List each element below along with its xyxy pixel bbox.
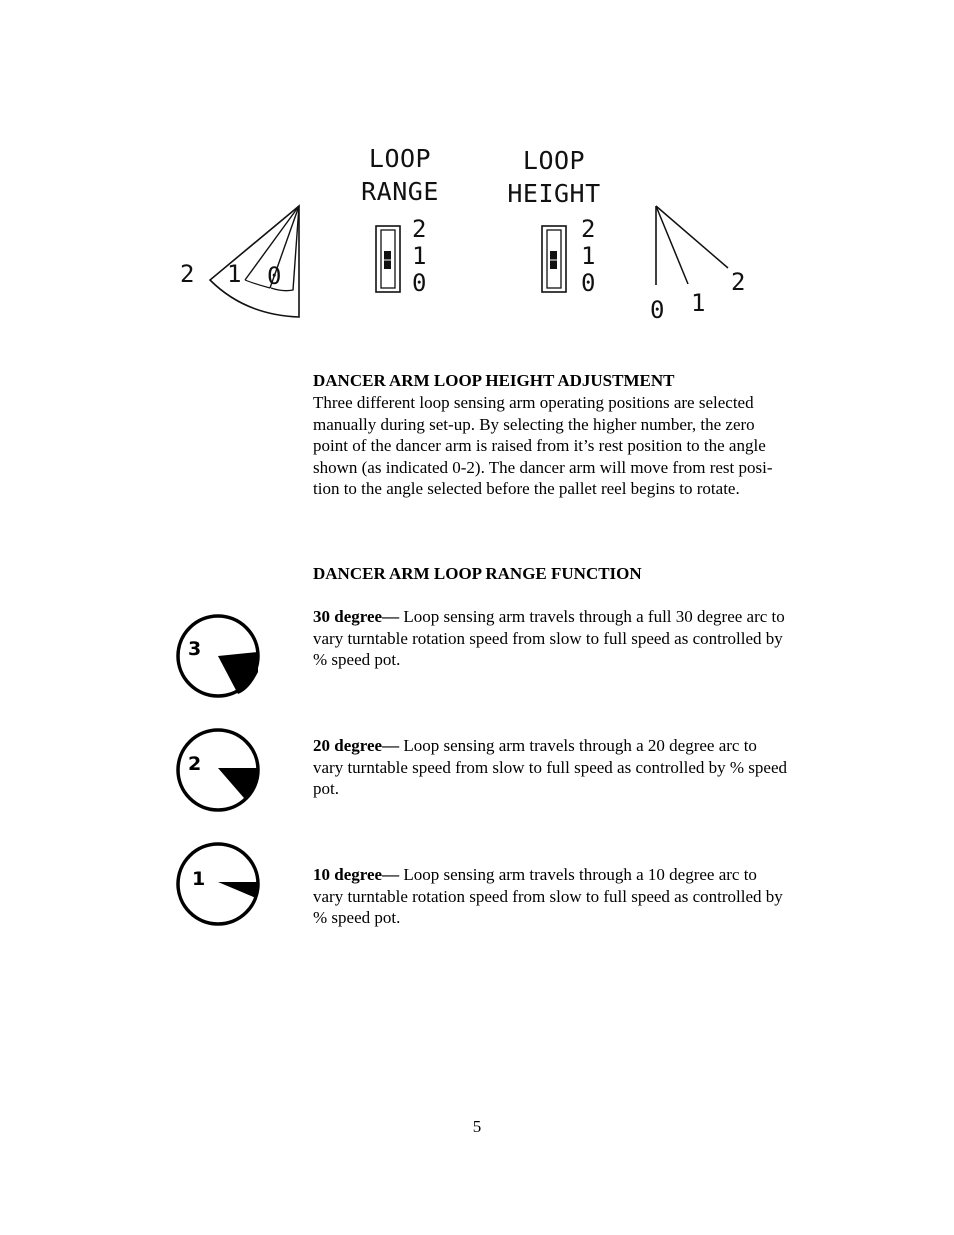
height-body-line: shown (as indicated 0-2). The dancer arm will move from rest posi- — [313, 457, 773, 477]
range-dial-10-icon — [174, 840, 264, 930]
range-item-30-line — [313, 606, 843, 628]
loop-range-title-line1: LOOP — [368, 144, 432, 173]
height-dip-switch[interactable] — [538, 224, 570, 296]
range-item-10-line: % speed pot. — [313, 908, 401, 927]
height-body-line: tion to the angle selected before the pallet reel begins to rotate. — [313, 479, 740, 498]
range-item-20 — [313, 735, 843, 800]
range-switch-positions — [412, 216, 426, 297]
range-switch-pos-1: 1 — [412, 242, 427, 270]
height-switch-pos-2: 2 — [581, 215, 596, 243]
range-dial-30-label: 3 — [188, 638, 202, 660]
range-item-30-line: vary turntable rotation speed from slow to full speed as controlled by — [313, 628, 783, 648]
range-item-20-line: vary turntable speed from slow to full speed as controlled by % speed — [313, 757, 787, 777]
height-arm-label-0: 0 — [650, 296, 665, 324]
range-item-10-line — [313, 864, 843, 886]
range-fan-label-0: 0 — [267, 262, 282, 290]
range-switch-pos-0: 0 — [412, 269, 427, 297]
height-section-body — [313, 392, 843, 500]
range-section-heading: DANCER ARM LOOP RANGE FUNCTION — [313, 564, 642, 583]
height-arm-label-1: 1 — [691, 289, 706, 317]
height-switch-pos-1: 1 — [581, 242, 596, 270]
height-arm-diagram — [648, 200, 738, 295]
page-number: 5 — [472, 1117, 482, 1136]
range-switch-pos-2: 2 — [412, 215, 427, 243]
height-body-line: manually during set-up. By selecting the higher number, the zero — [313, 414, 755, 434]
height-section — [313, 370, 843, 500]
loop-range-title-line2: RANGE — [361, 177, 439, 206]
range-item-20-text: Loop sensing arm travels through a 20 degree arc to — [399, 736, 757, 755]
range-fan-label-2: 2 — [180, 260, 195, 288]
height-body-line: point of the dancer arm is raised from it’s rest position to the angle — [313, 436, 766, 455]
range-item-10-text: Loop sensing arm travels through a 10 degree arc to — [399, 865, 757, 884]
height-arm-label-2: 2 — [731, 268, 746, 296]
height-switch-positions — [581, 216, 595, 297]
range-item-30-text: Loop sensing arm travels through a full 30 degree arc to — [399, 607, 785, 626]
range-item-30 — [313, 606, 843, 671]
range-item-10-title: 10 degree— — [313, 865, 400, 884]
range-item-20-line: pot. — [313, 779, 339, 798]
range-item-20-line — [313, 735, 843, 757]
height-section-heading: DANCER ARM LOOP HEIGHT ADJUSTMENT — [313, 371, 675, 390]
loop-height-title-line2: HEIGHT — [507, 179, 601, 208]
range-item-10 — [313, 864, 843, 929]
range-item-20-title: 20 degree— — [313, 736, 400, 755]
height-switch-pos-0: 0 — [581, 269, 596, 297]
range-item-30-line: % speed pot. — [313, 650, 401, 669]
loop-height-title — [498, 144, 610, 210]
range-dip-switch[interactable] — [372, 224, 404, 296]
range-item-30-title: 30 degree— — [313, 607, 400, 626]
range-fan-diagram — [175, 200, 310, 325]
range-fan-label-1: 1 — [227, 260, 242, 288]
loop-range-title — [352, 142, 448, 208]
range-item-10-line: vary turntable rotation speed from slow to full speed as controlled by — [313, 886, 783, 906]
range-dial-20-label: 2 — [188, 753, 202, 775]
range-dial-10-label: 1 — [192, 868, 206, 890]
loop-height-title-line1: LOOP — [522, 146, 586, 175]
height-body-line: Three different loop sensing arm operating positions are selected — [313, 393, 754, 412]
